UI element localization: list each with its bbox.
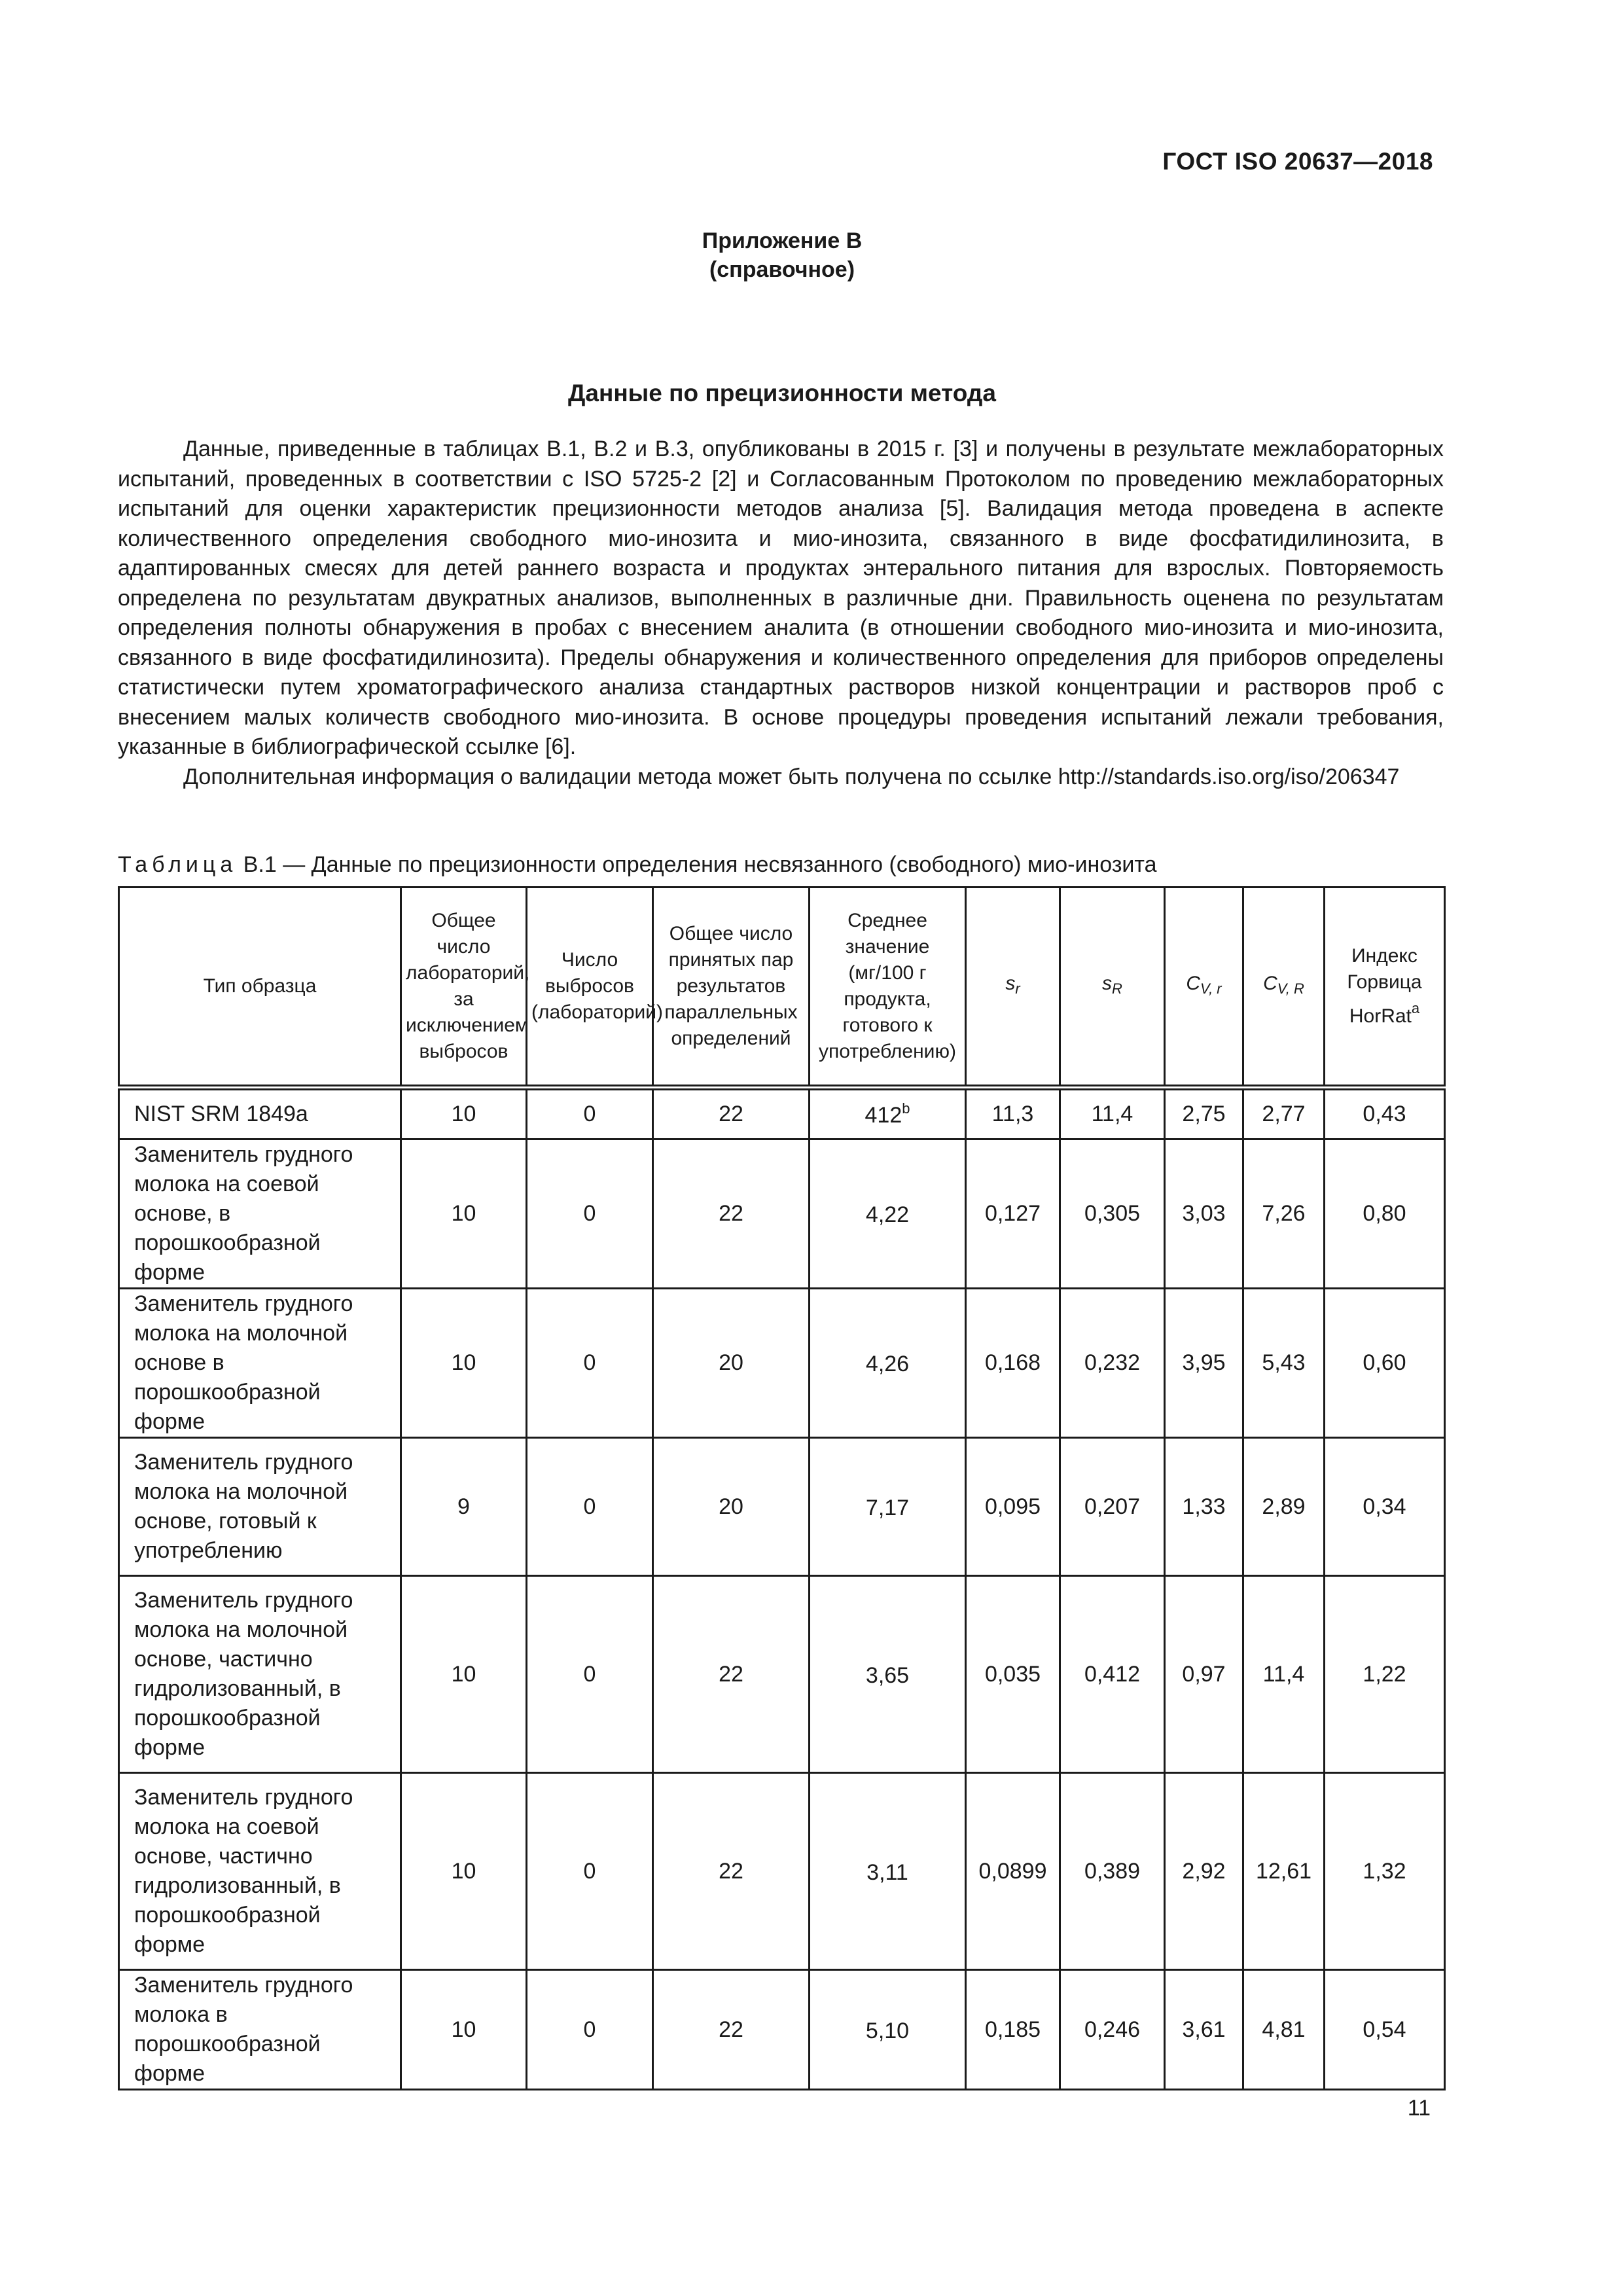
cell-outliers: 0 [527,1088,653,1139]
annex-title: Приложение В [702,228,863,253]
cell-sR: 11,4 [1060,1088,1165,1139]
cell-sR: 0,305 [1060,1139,1165,1289]
cell-labs: 10 [401,1088,527,1139]
cell-mean: 4,22 [810,1139,966,1289]
header-horrat: Индекс Горвица HorRat$^a$ [1325,888,1445,1088]
cell-cvR: 4,81 [1243,1970,1325,2090]
annex-subtitle: (справочное) [709,257,855,282]
cell-cvR: 7,26 [1243,1139,1325,1289]
cell-labs: 9 [401,1438,527,1576]
cell-sample: Заменитель грудного молока на молочной основе, частично гидролизованный, в порошкообразной форме [119,1576,401,1773]
table-caption [118,852,1157,878]
cell-outliers: 0 [527,1970,653,2090]
cell-cvr: 1,33 [1165,1438,1243,1576]
page-number: 11 [1407,2096,1431,2121]
cell-horrat: 0,54 [1325,1970,1445,2090]
cell-sample: Заменитель грудного молока на соевой основе, частично гидролизованный, в порошкообразной форме [119,1773,401,1970]
table-row [119,1773,1445,1970]
cell-labs: 10 [401,1970,527,2090]
cell-outliers: 0 [527,1139,653,1289]
cell-sr: 0,035 [966,1576,1060,1773]
cell-sample: Заменитель грудного молока на соевой основе, в порошкообразной форме [119,1139,401,1289]
document-code: ГОСТ ISO 20637—2018 [1162,148,1433,175]
cell-sample: NIST SRM 1849a [119,1088,401,1139]
cell-cvR: 12,61 [1243,1773,1325,1970]
table-header-row [119,888,1445,1088]
header-labs-total: Общее число лабораторий, за исключением выбросов [401,888,527,1088]
table-row [119,1438,1445,1576]
table-row [119,1289,1445,1438]
cell-sample: Заменитель грудного молока на молочной основе в порошкообразной форме [119,1289,401,1438]
section-title: Данные по прецизионности метода [568,380,996,406]
header-sR: $s_R$ [1060,888,1165,1088]
cell-pairs: 22 [653,1576,810,1773]
cell-mean: 3,11 [810,1773,966,1970]
table-caption-text: В.1 — Данные по прецизионности определения несвязанного (свободного) мио-инозита [237,852,1157,877]
cell-pairs: 22 [653,1773,810,1970]
cell-horrat: 1,32 [1325,1773,1445,1970]
paragraph: Дополнительная информация о валидации метода может быть получена по ссылке http://standards.iso.org/iso/206347 [183,764,1400,789]
cell-outliers: 0 [527,1438,653,1576]
cell-cvR: 2,89 [1243,1438,1325,1576]
table-row [119,1576,1445,1773]
cell-cvr: 0,97 [1165,1576,1243,1773]
cell-cvr: 3,61 [1165,1970,1243,2090]
cell-pairs: 20 [653,1289,810,1438]
cell-labs: 10 [401,1289,527,1438]
cell-pairs: 22 [653,1139,810,1289]
cell-mean: 5,10 [810,1970,966,2090]
cell-mean: 7,17 [810,1438,966,1576]
cell-mean: 3,65 [810,1576,966,1773]
header-sr: $s_r$ [966,888,1060,1088]
cell-cvr: 3,03 [1165,1139,1243,1289]
cell-sR: 0,412 [1060,1576,1165,1773]
cell-labs: 10 [401,1576,527,1773]
cell-sr: 0,127 [966,1139,1060,1289]
header-sample-type: Тип образца [119,888,401,1088]
cell-cvr: 2,92 [1165,1773,1243,1970]
precision-table [118,886,1446,2090]
cell-horrat: 1,22 [1325,1576,1445,1773]
cell-sR: 0,246 [1060,1970,1165,2090]
cell-sr: 11,3 [966,1088,1060,1139]
cell-horrat: 0,60 [1325,1289,1445,1438]
annex-heading [0,226,1564,284]
cell-labs: 10 [401,1773,527,1970]
cell-sr: 0,185 [966,1970,1060,2090]
header-outliers: Число выбросов (лабораторий) [527,888,653,1088]
cell-pairs: 20 [653,1438,810,1576]
cell-cvr: 2,75 [1165,1088,1243,1139]
header-cvR: $C_{V, R}$ [1243,888,1325,1088]
table-caption-prefix: Таблица [118,852,238,877]
cell-mean: 4,26 [810,1289,966,1438]
table-row [119,1088,1445,1139]
cell-cvR: 11,4 [1243,1576,1325,1773]
cell-outliers: 0 [527,1773,653,1970]
cell-horrat: 0,34 [1325,1438,1445,1576]
cell-horrat: 0,80 [1325,1139,1445,1289]
cell-labs: 10 [401,1139,527,1289]
cell-sr: 0,0899 [966,1773,1060,1970]
cell-sr: 0,168 [966,1289,1060,1438]
table-row [119,1139,1445,1289]
body-text [118,435,1444,792]
cell-horrat: 0,43 [1325,1088,1445,1139]
header-pairs-total: Общее число принятых пар результатов параллельных определений [653,888,810,1088]
cell-outliers: 0 [527,1576,653,1773]
cell-sR: 0,389 [1060,1773,1165,1970]
cell-sR: 0,207 [1060,1438,1165,1576]
table-row [119,1970,1445,2090]
cell-sR: 0,232 [1060,1289,1165,1438]
cell-mean: 412$^b$ [810,1088,966,1139]
cell-cvR: 2,77 [1243,1088,1325,1139]
cell-sample: Заменитель грудного молока на молочной основе, готовый к употреблению [119,1438,401,1576]
cell-sample: Заменитель грудного молока в порошкообразной форме [119,1970,401,2090]
cell-pairs: 22 [653,1970,810,2090]
header-mean: Среднее значение (мг/100 г продукта, готового к употреблению) [810,888,966,1088]
cell-cvr: 3,95 [1165,1289,1243,1438]
cell-outliers: 0 [527,1289,653,1438]
cell-pairs: 22 [653,1088,810,1139]
cell-sr: 0,095 [966,1438,1060,1576]
header-cvr: $C_{V, r}$ [1165,888,1243,1088]
paragraph: Данные, приведенные в таблицах В.1, В.2 и В.3, опубликованы в 2015 г. [3] и получены в результате межлабораторных испытаний, проведенных в соответствии с ISO 5725-2 [2] и Согласованным Протоколом по проведению межлабораторных испытаний для оценки характеристик прецизионности методов анализа [5]. Валидация метода проведена в аспекте количественного определения свободного мио-инозита и мио-инозита, связанного в виде фосфатидилинозита, в адаптированных смесях для детей раннего возраста и продуктах энтерального питания для взрослых. Повторяемость определена по результатам двукратных анализов, выполненных в различные дни. Правильность оценена по результатам определения полноты обнаружения в пробах с внесением аналита (в отношении свободного мио-инозита и мио-инозита, связанного в виде фосфатидилинозита). Пределы обнаружения и количественного определения для приборов определены статистически путем хроматографического анализа стандартных растворов низкой концентрации и растворов проб с внесением малых количеств свободного мио-инозита. В основе процедуры проведения испытаний лежали требования, указанные в библиографической ссылке [6]. [118,437,1444,759]
cell-cvR: 5,43 [1243,1289,1325,1438]
